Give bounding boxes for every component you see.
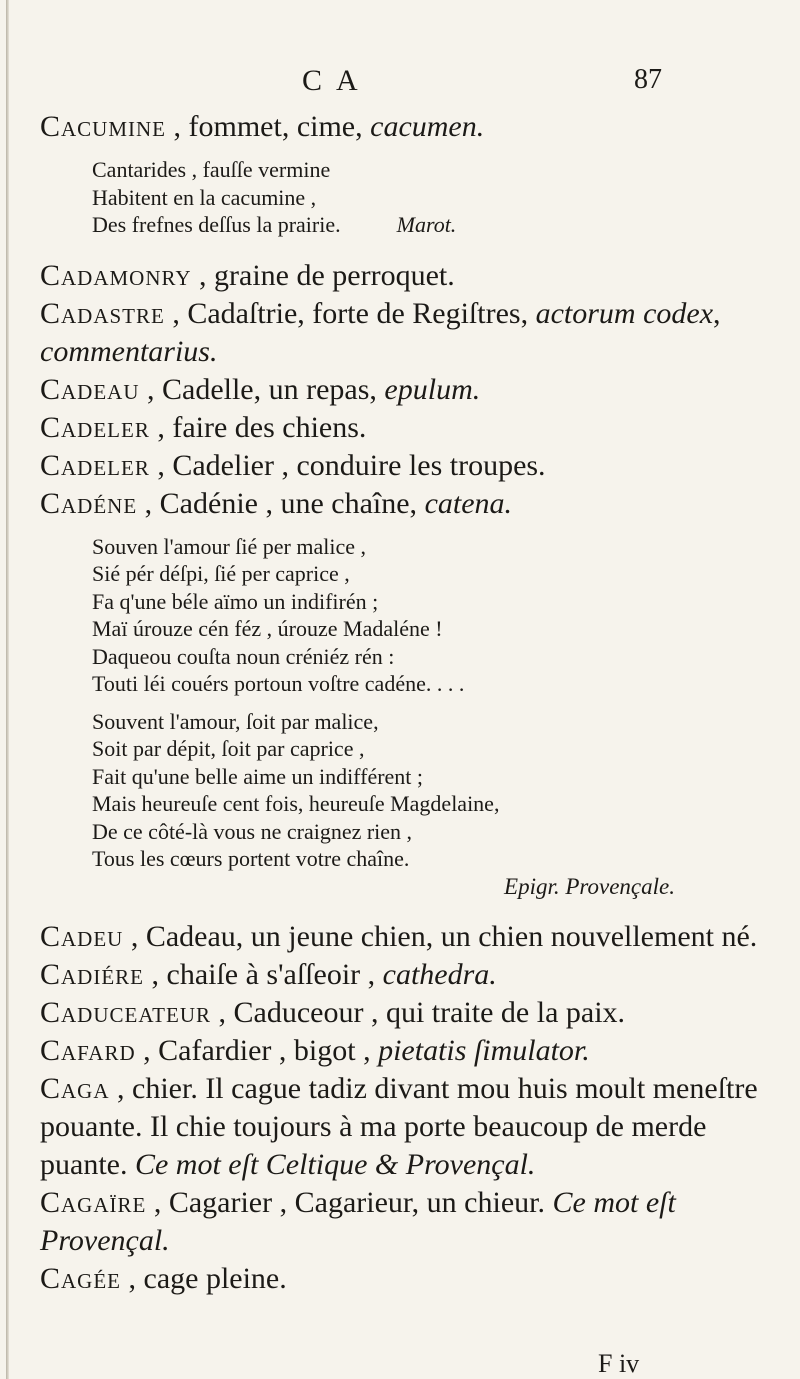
entry-cadiere [40,956,785,994]
entry-headword: Cadamonry [40,258,192,292]
quote-line: Souvent l'amour, ſoit par malice, [92,708,379,734]
entry-headword: Cagée [40,1262,121,1295]
entry-definition: , Caduceour , qui traite de la paix. [211,996,626,1029]
entry-headword: Cafard [40,1034,136,1067]
entry-headword: Cacumine [40,110,167,143]
entry-definition: , chaiſe à s'aſſeoir , [144,958,383,991]
entry-latin: epulum. [384,372,481,406]
dictionary-page [40,64,785,1298]
quote-line: Fa q'une béle aïmo un indifirén ; [92,588,379,614]
entry-cadeler-2 [40,447,785,485]
entry-definition: , Cadénie , une chaîne, [137,486,425,520]
signature-mark: F iv [598,1349,640,1378]
entry-cadeau [40,371,785,409]
entry-definition: , Cadeau, un jeune chien, un chien nouvellement né. [123,920,758,953]
quote-line: Sié pér déſpi, ſié per caprice , [92,561,350,586]
entry-definition: , graine de perroquet. [191,258,455,292]
page-number: 87 [634,64,662,95]
entry-headword: Cadeler [40,410,150,444]
entry-cadeu [40,918,785,956]
entry-definition: , Cadelier , conduire les troupes. [149,448,546,482]
entry-headword: Caga [40,1072,110,1105]
quote-line: Habitent en la cacumine , [92,184,317,210]
running-head [40,64,785,108]
entry-headword: Cadeau [40,372,140,406]
entry-cacumine [40,108,785,146]
quote-line: Touti léi couérs portoun voſtre cadéne. . . . [92,671,465,696]
quote-translation [92,708,785,901]
entry-cadamonry [40,257,785,295]
entry-headword: Cadiére [40,958,144,991]
quote-line: Des frefnes deſſus la prairie. [92,212,341,237]
quote-attribution: Epigr. Provençale. [504,873,675,899]
entry-latin: commentarius. [40,334,218,368]
entry-definition: , chier. Il cague tadiz divant mou huis moult meneſtre pouante. Il chie toujours à ma porte beaucoup de merde puante. [40,1072,758,1181]
entry-definition: , fommet, cime, [166,110,371,143]
entry-definition: , Cafardier , bigot , [135,1034,379,1067]
quote-line: Daqueou couſta noun créniéz rén : [92,643,395,669]
quote-provencal [92,533,785,698]
quote-line: Soit par dépit, ſoit par caprice , [92,736,365,761]
quote-line: Maï úrouze cén féz , úrouze Madaléne ! [92,616,443,641]
entry-headword: Cagaïre [40,1186,147,1219]
quote-line: Tous les cœurs portent votre chaîne. [92,846,410,871]
entry-caga [40,1070,785,1184]
entry-headword: Cadeu [40,920,124,953]
quote-line: De ce côté-là vous ne craignez rien , [92,818,413,844]
entry-caduceateur [40,994,785,1032]
entry-latin: Ce mot eſt Provençal. [40,1186,676,1257]
entry-headword: Cadéne [40,486,138,520]
entry-cafard [40,1032,785,1070]
entry-latin: cacumen. [370,110,485,143]
entry-latin: cathedra. [382,958,497,991]
entry-cadeler [40,409,785,447]
entry-definition: , faire des chiens. [149,410,367,444]
entry-latin: pietatis ſimulator. [378,1034,590,1067]
quote-line: Mais heureuſe cent fois, heureuſe Magdelaine, [92,791,500,816]
entry-definition: , cage pleine. [121,1262,287,1295]
entry-headword: Cadeler [40,448,150,482]
quote-line: Cantarides , fauſſe vermine [92,157,331,182]
entry-definition: , Cadaſtrie, forte de Regiſtres, [164,296,536,330]
quote-line: Fait qu'une belle aime un indifférent ; [92,763,424,789]
entry-definition: , Cagarier , Cagarieur, un chieur. [146,1186,553,1219]
entry-cadastre [40,295,785,371]
entry-cagee [40,1260,785,1298]
entry-latin: catena. [424,486,513,520]
entry-cadene [40,485,785,523]
running-head-title: CA [302,64,372,97]
quote-attribution: Marot. [396,212,457,237]
entry-latin: Ce mot eſt Celtique & Provençal. [134,1148,536,1181]
entry-headword: Caduceateur [40,996,212,1029]
entry-separator: , [713,296,721,330]
page-binding-edge [6,0,9,1379]
entry-headword: Cadastre [40,296,165,330]
entry-latin: actorum codex [535,296,714,330]
entry-definition: , Cadelle, un repas, [139,372,385,406]
quote-line: Souven l'amour ſié per malice , [92,533,366,559]
entry-cagaire [40,1184,785,1260]
quote-marot [92,156,785,239]
